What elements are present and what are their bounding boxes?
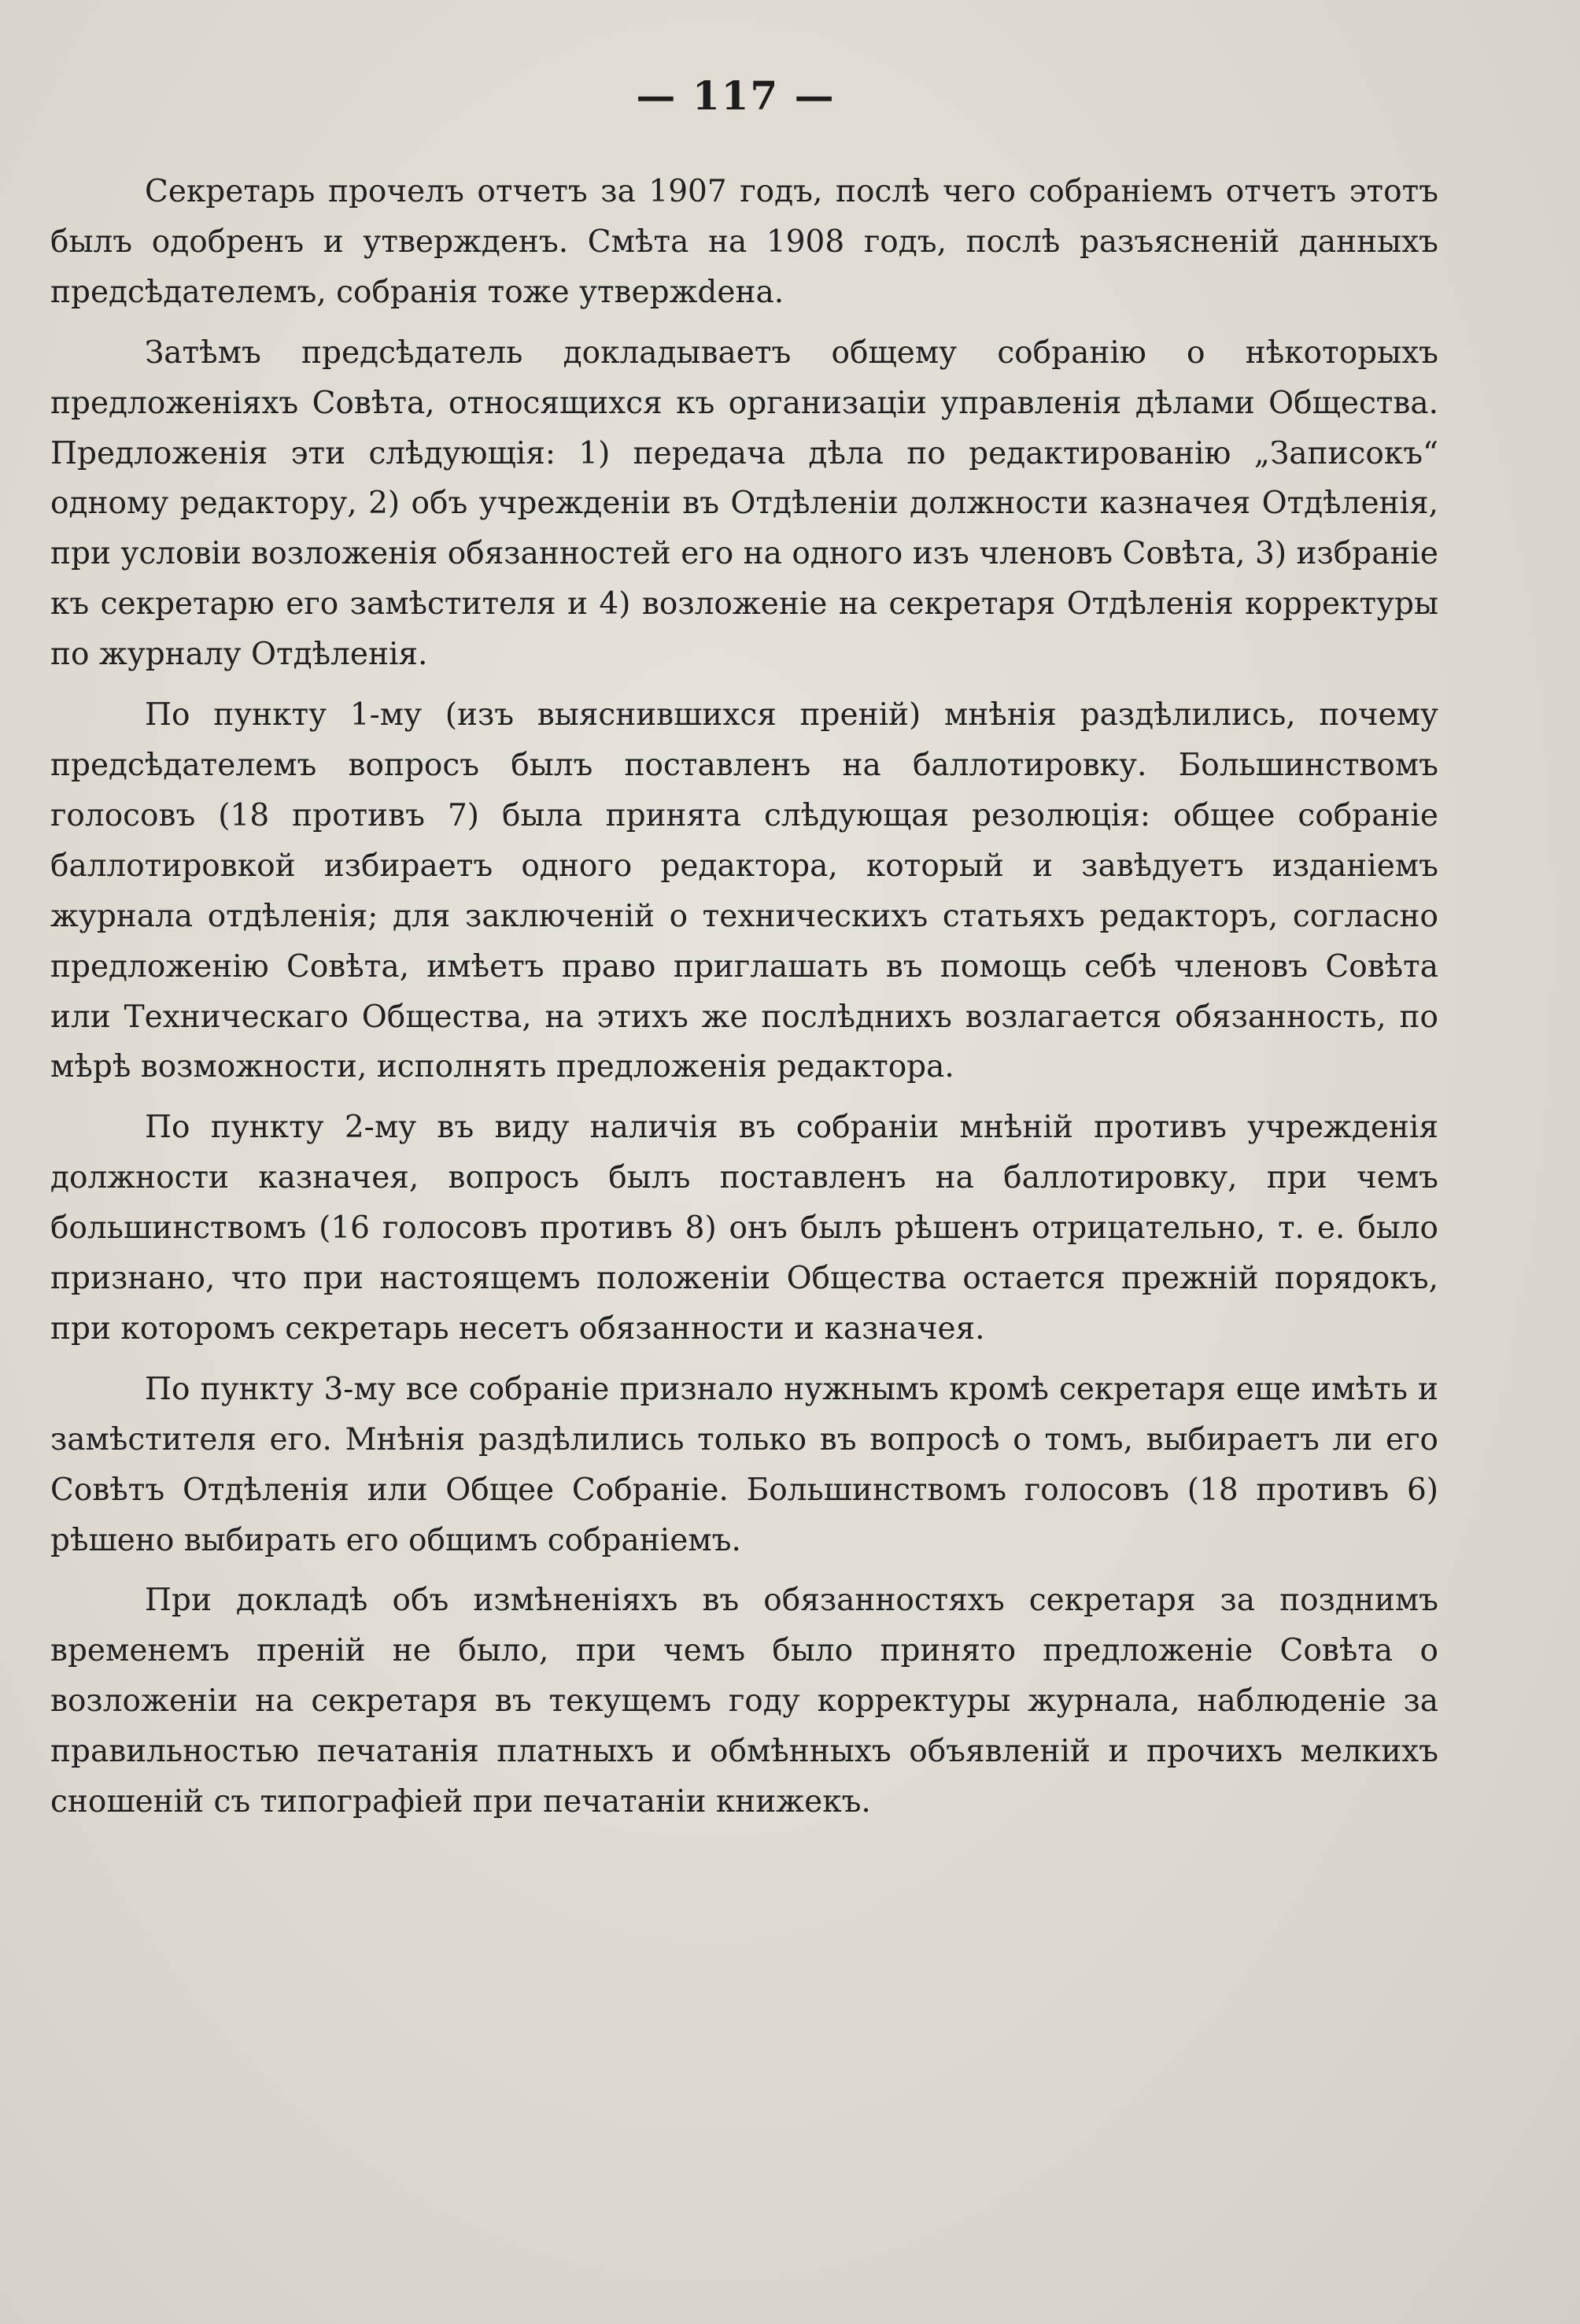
paragraph-secretary-duties: При докладѣ объ измѣненіяхъ въ обязанностяхъ секретаря за позднимъ временемъ преній не было, при чемъ было принято предложеніе Совѣта о возложеніи на секретаря въ текущемъ году корректуры журнала, наблюденіе за правильностью печатанія платныхъ и обмѣнныхъ объявленій и прочихъ мелкихъ сношеній съ типографіей при печатаніи книжекъ. xyxy=(50,1583,1438,1820)
paragraph-point-2-treasurer: По пункту 2-му въ виду наличія въ собраніи мнѣній противъ учрежденія должности казначея, вопросъ былъ поставленъ на баллотировку, при чемъ большинствомъ (16 голосовъ противъ 8) онъ былъ рѣшенъ отрицательно, т. е. было признано, что при настоящемъ положеніи Общества остается прежній порядокъ, при которомъ секретарь несетъ обязанности и казначея. xyxy=(50,1110,1438,1347)
paragraph-point-3-deputy: По пункту 3-му все собраніе признало нужнымъ кромѣ секретаря еще имѣть и замѣстителя его. Мнѣнія раздѣлились только въ вопросѣ о томъ, выбираетъ ли его Совѣтъ Отдѣленія или Общее Собраніе. Большинствомъ голосовъ (18 противъ 6) рѣшено выбирать его общимъ собраніемъ. xyxy=(50,1371,1438,1558)
paragraph-report-approval: Секретарь прочелъ отчетъ за 1907 годъ, послѣ чего собраніемъ отчетъ этотъ былъ одобренъ и утвержденъ. Смѣта на 1908 годъ, послѣ разъясненій данныхъ предсѣдателемъ, собранія тоже утвержdена. xyxy=(50,174,1438,310)
body-text xyxy=(50,167,1438,1827)
page-number: — 117 — xyxy=(636,72,836,119)
paragraph-council-proposals: Затѣмъ предсѣдатель докладываетъ общему собранію о нѣкоторыхъ предложеніяхъ Совѣта, относящихся къ организаціи управленія дѣлами Общества. Предложенія эти слѣдующія: 1) передача дѣла по редактированію „Записокъ“ одному редактору, 2) объ учрежденіи въ Отдѣленіи должности казначея Отдѣленія, при условіи возложенія обязанностей его на одного изъ членовъ Совѣта, 3) избраніе къ секретарю его замѣстителя и 4) возложеніе на секретаря Отдѣленія корректуры по журналу Отдѣленія. xyxy=(50,334,1438,673)
paragraph-point-1-editor: По пункту 1-му (изъ выяснившихся преній) мнѣнія раздѣлились, почему предсѣдателемъ вопросъ былъ поставленъ на баллотировку. Большинствомъ голосовъ (18 противъ 7) была принята слѣдующая резолюція: общее собраніе баллотировкой избираетъ одного редактора, который и завѣдуетъ изданіемъ журнала отдѣленія; для заключеній о техническихъ статьяхъ редакторъ, согласно предложенію Совѣта, имѣетъ право приглашать въ помощь себѣ членовъ Совѣта или Техническаго Общества, на этихъ же послѣднихъ возлагается обязанность, по мѣрѣ возможности, исполнять предложенія редактора. xyxy=(50,697,1438,1085)
